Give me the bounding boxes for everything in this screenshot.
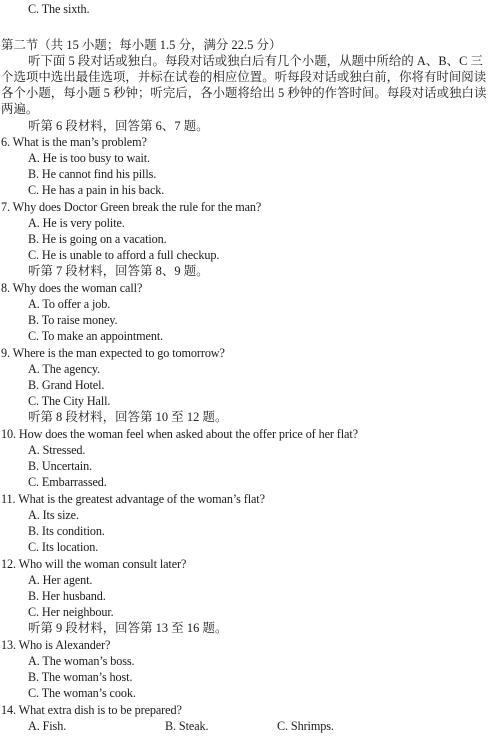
question-10-option-a: A. Stressed. — [28, 443, 86, 457]
question-8-option-a: A. To offer a job. — [28, 297, 111, 311]
section-heading: 第二节（共 15 小题；每小题 1.5 分，满分 22.5 分） — [1, 38, 282, 52]
question-14-option-c: C. Shrimps. — [277, 719, 334, 733]
instruction-material-6: 听第 6 段材料，回答第 6、7 题。 — [28, 119, 209, 133]
question-8-stem: 8. Why does the woman call? — [1, 281, 143, 295]
question-9-option-b: B. Grand Hotel. — [28, 378, 105, 392]
directions-line-4: 两遍。 — [1, 102, 39, 116]
directions-line-3: 各个小题，每小题 5 秒钟；听完后，各小题将给出 5 秒钟的作答时间。每段对话或独白读 — [1, 86, 487, 100]
question-11-option-b: B. Its condition. — [28, 524, 105, 538]
question-14-stem: 14. What extra dish is to be prepared? — [1, 703, 182, 717]
question-7-stem: 7. Why does Doctor Green break the rule for the man? — [1, 200, 262, 214]
question-10-stem: 10. How does the woman feel when asked about the offer price of her flat? — [1, 427, 358, 441]
question-11-stem: 11. What is the greatest advantage of the woman’s flat? — [1, 492, 265, 506]
question-9-option-a: A. The agency. — [28, 362, 101, 376]
instruction-material-7: 听第 7 段材料，回答第 8、9 题。 — [28, 264, 209, 278]
question-6-option-b: B. He cannot find his pills. — [28, 167, 157, 181]
question-13-option-c: C. The woman’s cook. — [28, 686, 136, 700]
directions-line-1: 听下面 5 段对话或独白。每段对话或独白后有几个小题，从题中所给的 A、B、C 三 — [28, 54, 484, 68]
question-7-option-a: A. He is very polite. — [28, 216, 125, 230]
question-12-option-c: C. Her neighbour. — [28, 605, 114, 619]
question-6-stem: 6. What is the man’s problem? — [1, 135, 147, 149]
question-8-option-b: B. To raise money. — [28, 313, 118, 327]
question-7-option-c: C. He is unable to afford a full checkup. — [28, 248, 220, 262]
question-13-option-b: B. The woman’s host. — [28, 670, 133, 684]
question-11-option-c: C. Its location. — [28, 540, 99, 554]
question-12-stem: 12. Who will the woman consult later? — [1, 557, 187, 571]
question-14-option-b: B. Steak. — [165, 719, 209, 733]
directions-line-2: 个选项中选出最佳选项，并标在试卷的相应位置。听每段对话或独白前，你将有时间阅读 — [1, 70, 487, 84]
question-9-stem: 9. Where is the man expected to go tomorrow? — [1, 346, 225, 360]
question-10-option-c: C. Embarrassed. — [28, 475, 107, 489]
option-c-previous: C. The sixth. — [28, 2, 90, 16]
question-12-option-a: A. Her agent. — [28, 573, 93, 587]
question-13-option-a: A. The woman’s boss. — [28, 654, 135, 668]
question-14-option-a: A. Fish. — [28, 719, 67, 733]
question-12-option-b: B. Her husband. — [28, 589, 106, 603]
question-13-stem: 13. Who is Alexander? — [1, 638, 111, 652]
instruction-material-8: 听第 8 段材料，回答第 10 至 12 题。 — [28, 410, 228, 424]
question-7-option-b: B. He is going on a vacation. — [28, 232, 167, 246]
question-6-option-c: C. He has a pain in his back. — [28, 183, 165, 197]
question-9-option-c: C. The City Hall. — [28, 394, 111, 408]
question-8-option-c: C. To make an appointment. — [28, 329, 164, 343]
question-11-option-a: A. Its size. — [28, 508, 79, 522]
instruction-material-9: 听第 9 段材料，回答第 13 至 16 题。 — [28, 621, 228, 635]
question-10-option-b: B. Uncertain. — [28, 459, 93, 473]
question-6-option-a: A. He is too busy to wait. — [28, 151, 150, 165]
